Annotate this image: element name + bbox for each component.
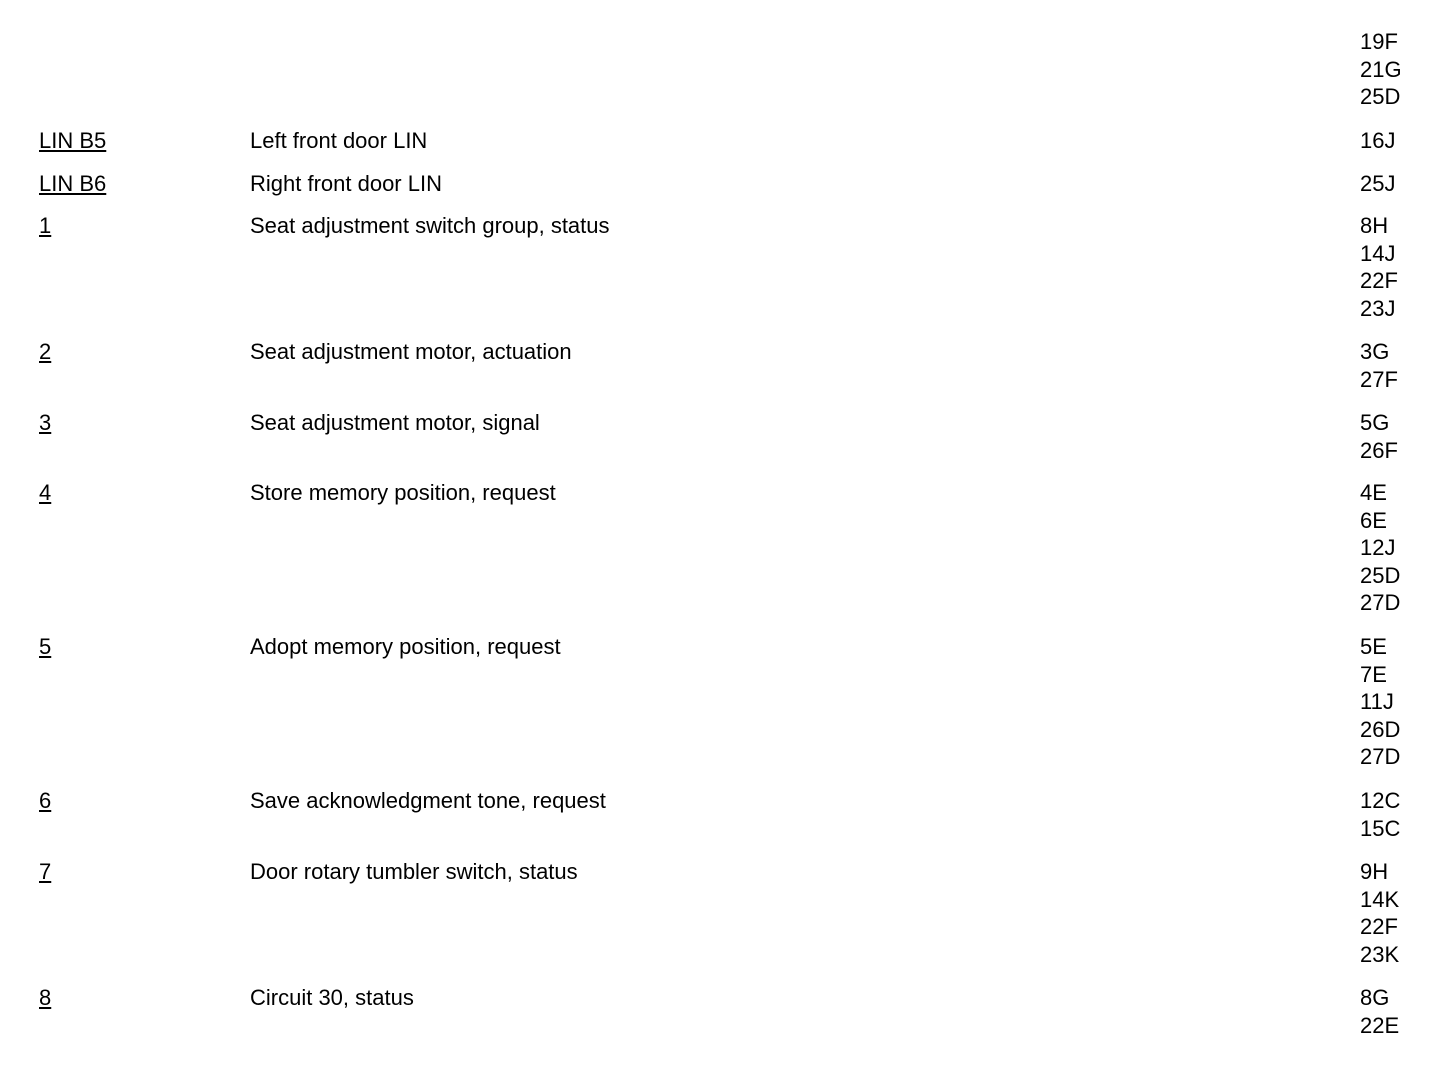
signal-code-link[interactable]: LIN B6: [39, 171, 107, 196]
grid-ref[interactable]: 12J: [1360, 535, 1396, 561]
grid-refs: [1360, 338, 1398, 393]
signal-description: Left front door LIN: [250, 128, 428, 153]
grid-ref[interactable]: 9H: [1360, 859, 1389, 884]
grid-refs: [1360, 170, 1395, 198]
grid-ref[interactable]: 8G: [1360, 985, 1390, 1010]
grid-ref[interactable]: 7E: [1360, 661, 1387, 687]
grid-ref[interactable]: 23J: [1360, 295, 1396, 321]
grid-refs: [1360, 479, 1400, 617]
signal-description: Seat adjustment motor, actuation: [250, 339, 572, 364]
grid-refs: [1360, 633, 1400, 771]
grid-ref[interactable]: 5G: [1360, 410, 1390, 435]
grid-ref[interactable]: 27D: [1360, 744, 1401, 770]
grid-refs: [1360, 409, 1398, 464]
signal-description: Right front door LIN: [250, 171, 442, 196]
grid-ref[interactable]: 26D: [1360, 716, 1401, 742]
signal-description: Circuit 30, status: [250, 985, 414, 1010]
grid-refs: [1360, 858, 1399, 968]
grid-ref[interactable]: 22F: [1360, 268, 1398, 294]
signal-description: Seat adjustment motor, signal: [250, 410, 540, 435]
grid-ref[interactable]: 12C: [1360, 788, 1401, 813]
signal-code-link[interactable]: LIN B5: [39, 128, 107, 153]
grid-ref[interactable]: 22F: [1360, 914, 1398, 940]
signal-description: Adopt memory position, request: [250, 634, 561, 659]
grid-ref[interactable]: 27F: [1360, 366, 1398, 392]
grid-ref[interactable]: 26F: [1360, 437, 1398, 463]
continued-refs: [1360, 28, 1402, 111]
signal-code-link[interactable]: 3: [39, 410, 52, 435]
grid-ref[interactable]: 21G: [1360, 56, 1402, 82]
grid-ref[interactable]: 25J: [1360, 171, 1396, 196]
grid-ref[interactable]: 16J: [1360, 128, 1396, 153]
signal-code-link[interactable]: 1: [39, 213, 52, 238]
grid-ref[interactable]: 4E: [1360, 480, 1387, 505]
grid-refs: [1360, 212, 1398, 322]
grid-ref[interactable]: 14J: [1360, 240, 1396, 266]
grid-ref[interactable]: 5E: [1360, 634, 1387, 659]
grid-refs: [1360, 984, 1399, 1039]
grid-ref[interactable]: 23K: [1360, 941, 1400, 967]
signal-code-link[interactable]: 8: [39, 985, 52, 1010]
signal-code-link[interactable]: 2: [39, 339, 52, 364]
grid-ref[interactable]: 14K: [1360, 886, 1400, 912]
grid-ref[interactable]: 11J: [1360, 689, 1394, 715]
grid-ref[interactable]: 6E: [1360, 507, 1387, 533]
grid-ref[interactable]: 25D: [1360, 84, 1401, 110]
grid-ref[interactable]: 8H: [1360, 213, 1389, 238]
signal-code-link[interactable]: 4: [39, 480, 52, 505]
grid-ref[interactable]: 3G: [1360, 339, 1390, 364]
grid-ref[interactable]: 22E: [1360, 1012, 1400, 1038]
signal-code-link[interactable]: 7: [39, 859, 52, 884]
grid-ref[interactable]: 15C: [1360, 815, 1401, 841]
signal-code-link[interactable]: 5: [39, 634, 52, 659]
grid-ref[interactable]: 19F: [1360, 29, 1398, 54]
grid-refs: [1360, 787, 1400, 842]
grid-ref[interactable]: 27D: [1360, 590, 1401, 616]
grid-refs: [1360, 127, 1395, 155]
signal-description: Save acknowledgment tone, request: [250, 788, 606, 813]
signal-description: Seat adjustment switch group, status: [250, 213, 610, 238]
grid-ref[interactable]: 25D: [1360, 562, 1401, 588]
signal-description: Door rotary tumbler switch, status: [250, 859, 578, 884]
signal-code-link[interactable]: 6: [39, 788, 52, 813]
signal-description: Store memory position, request: [250, 480, 556, 505]
